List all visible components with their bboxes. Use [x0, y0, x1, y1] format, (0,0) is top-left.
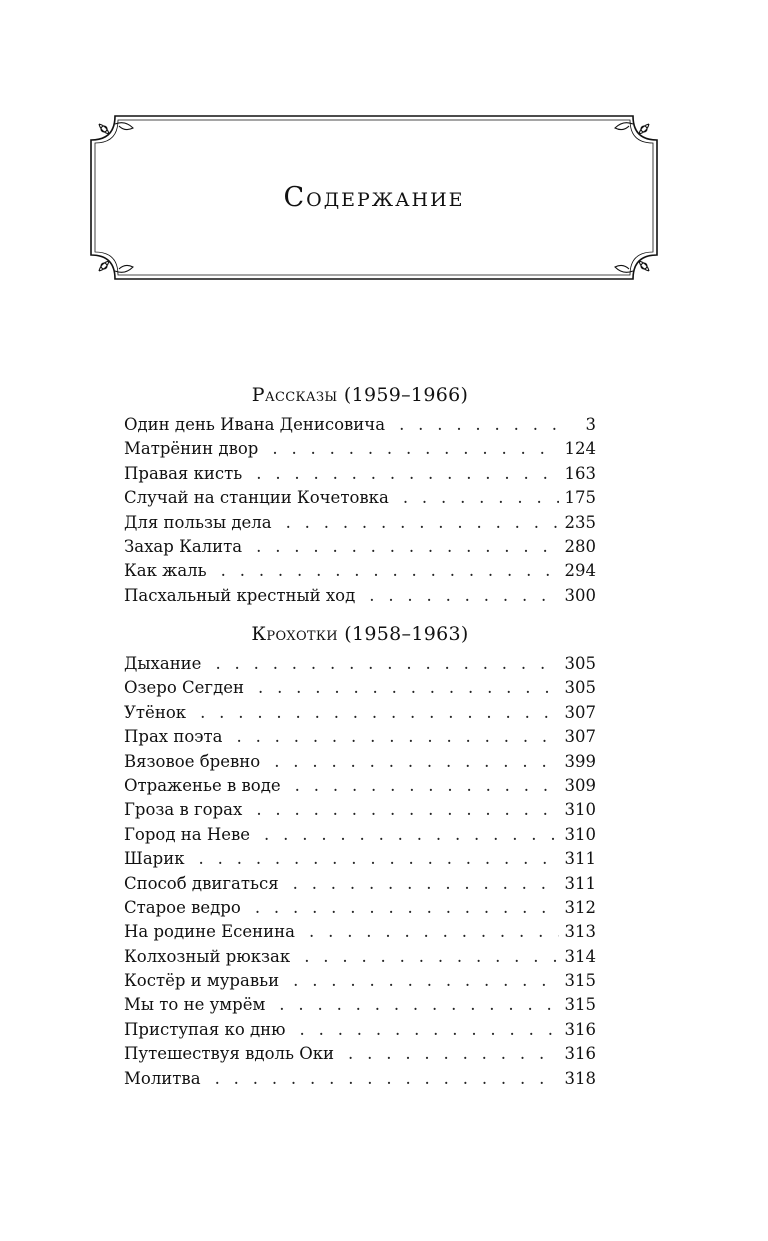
section-title: Крохотки: [251, 623, 338, 645]
toc-entry[interactable]: [124, 1067, 596, 1091]
entry-title: Озеро Сегден: [124, 678, 244, 698]
entry-title: Пасхальный крестный ход: [124, 585, 356, 605]
toc-entry[interactable]: [124, 1018, 596, 1042]
entry-page: 310: [564, 824, 596, 844]
toc-entry[interactable]: [124, 750, 596, 774]
toc-entry[interactable]: [124, 559, 596, 583]
entry-title: Прах поэта: [124, 727, 223, 747]
entry-title: Шарик: [124, 849, 185, 869]
entry-title: Как жаль: [124, 561, 207, 581]
entry-title: Приступая ко дню: [124, 1019, 286, 1039]
leader-dots: [369, 584, 558, 608]
leader-dots: [304, 945, 558, 969]
entry-page: 311: [564, 849, 596, 869]
toc-entry[interactable]: [124, 535, 596, 559]
toc-entry[interactable]: [124, 993, 596, 1017]
entry-page: 316: [564, 1044, 596, 1064]
toc-entry[interactable]: [124, 1042, 596, 1066]
entry-page: 311: [564, 873, 596, 893]
leader-dots: [256, 535, 558, 559]
entry-title: Для пользы дела: [124, 512, 272, 532]
leader-dots: [403, 486, 559, 510]
entry-title: Путешествуя вдоль Оки: [124, 1044, 335, 1064]
entry-page: 313: [564, 922, 596, 942]
toc-entry[interactable]: [124, 969, 596, 993]
toc-entry[interactable]: [124, 725, 596, 749]
entry-page: 312: [564, 897, 596, 917]
toc-entry[interactable]: [124, 437, 596, 461]
toc-list-stories: [124, 413, 596, 608]
entry-title: Мы то не умрём: [124, 995, 266, 1015]
section-title: Рассказы: [251, 384, 338, 406]
leader-dots: [256, 462, 558, 486]
leader-dots: [348, 1042, 558, 1066]
entry-title: Вязовое бревно: [124, 751, 261, 771]
toc-entry[interactable]: [124, 823, 596, 847]
entry-page: 399: [564, 751, 596, 771]
entry-title: Старое ведро: [124, 897, 241, 917]
leader-dots: [309, 920, 558, 944]
entry-title: Отраженье в воде: [124, 775, 281, 795]
leader-dots: [200, 701, 558, 725]
entry-title: Способ двигаться: [124, 873, 279, 893]
entry-page: 280: [564, 536, 596, 556]
toc-entry[interactable]: [124, 413, 596, 437]
entry-page: 309: [564, 775, 596, 795]
section-years: (1958–1963): [344, 623, 469, 645]
leader-dots: [293, 969, 558, 993]
entry-page: 310: [564, 800, 596, 820]
leader-dots: [274, 750, 558, 774]
toc-entry[interactable]: [124, 774, 596, 798]
section-heading-stories: [124, 384, 596, 406]
toc-list-miniatures: [124, 652, 596, 1091]
toc-entry[interactable]: [124, 462, 596, 486]
leader-dots: [295, 774, 559, 798]
toc-entry[interactable]: [124, 652, 596, 676]
entry-title: Гроза в горах: [124, 800, 243, 820]
toc-entry[interactable]: [124, 872, 596, 896]
entry-page: 305: [564, 678, 596, 698]
toc-entry[interactable]: [124, 701, 596, 725]
entry-page: 163: [564, 463, 596, 483]
leader-dots: [215, 1067, 559, 1091]
leader-dots: [300, 1018, 559, 1042]
entry-title: Правая кисть: [124, 463, 243, 483]
leader-dots: [258, 676, 559, 700]
toc-entry[interactable]: [124, 896, 596, 920]
entry-page: 305: [564, 654, 596, 673]
toc-entry[interactable]: [124, 945, 596, 969]
toc-entry[interactable]: [124, 486, 596, 510]
toc-entry[interactable]: [124, 847, 596, 871]
leader-dots: [215, 652, 558, 676]
entry-page: 316: [564, 1019, 596, 1039]
entry-title: Дыхание: [124, 654, 202, 673]
entry-page: 124: [564, 439, 596, 459]
heading-frame: [85, 110, 663, 285]
entry-title: Утёнок: [124, 702, 187, 722]
leader-dots: [293, 872, 559, 896]
entry-page: 315: [564, 971, 596, 991]
leader-dots: [255, 896, 559, 920]
entry-page: 235: [564, 512, 596, 532]
leader-dots: [286, 511, 559, 535]
entry-page: 300: [564, 585, 596, 605]
section-years: (1959–1966): [343, 384, 469, 406]
entry-page: 314: [564, 946, 596, 966]
entry-page: 307: [564, 702, 596, 722]
entry-title: Случай на станции Кочетовка: [124, 488, 389, 508]
leader-dots: [264, 823, 558, 847]
entry-title: Матрёнин двор: [124, 439, 259, 459]
entry-page: 294: [564, 561, 596, 581]
entry-page: 318: [564, 1068, 596, 1088]
entry-page: 3: [585, 415, 596, 434]
toc-entry[interactable]: [124, 511, 596, 535]
entry-title: Один день Ивана Денисовича: [124, 415, 386, 434]
leader-dots: [399, 413, 560, 437]
entry-title: Колхозный рюкзак: [124, 946, 291, 966]
entry-title: Город на Неве: [124, 824, 251, 844]
leader-dots: [256, 798, 558, 822]
entry-title: Молитва: [124, 1068, 201, 1088]
leader-dots: [199, 847, 559, 871]
entry-page: 175: [564, 488, 596, 508]
toc-entry[interactable]: [124, 676, 596, 700]
entry-title: Захар Калита: [124, 536, 243, 556]
toc-entry[interactable]: [124, 920, 596, 944]
leader-dots: [221, 559, 559, 583]
section-heading-miniatures: [124, 623, 596, 645]
leader-dots: [236, 725, 558, 749]
page-title: Содержание: [283, 182, 465, 213]
leader-dots: [279, 993, 558, 1017]
entry-page: 315: [564, 995, 596, 1015]
toc-entry[interactable]: [124, 798, 596, 822]
entry-title: На родине Есенина: [124, 922, 296, 942]
entry-title: Костёр и муравьи: [124, 971, 280, 991]
entry-page: 307: [564, 727, 596, 747]
leader-dots: [272, 437, 558, 461]
toc-entry[interactable]: [124, 584, 596, 608]
